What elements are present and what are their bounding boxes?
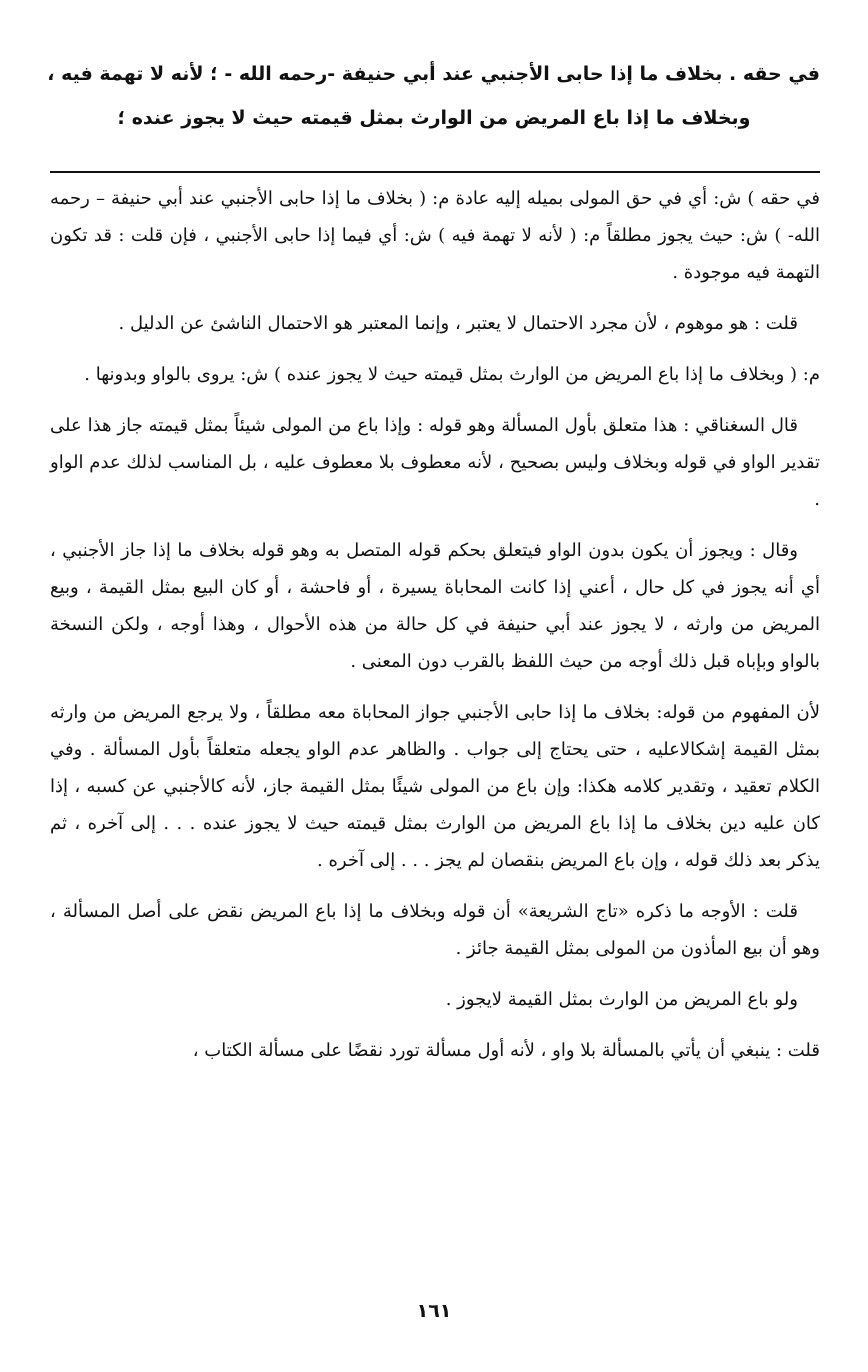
commentary-paragraph: قلت : الأوجه ما ذكره «تاج الشريعة» أن قوله وبخلاف ما إذا باع المريض نقض على أصل المسألة ، وهو أن بيع المأذون من المولى بمثل القيمة جائز . (50, 901, 820, 959)
commentary-paragraph: لأن المفهوم من قوله: بخلاف ما إذا حابى الأجنبي جواز المحاباة معه مطلقاً ، ولا يرجع المريض من وارثه بمثل القيمة إشكالاعليه ، حتى يحتاج إلى جواب . والظاهر عدم الواو يجعله متعلقاً بأول المسألة . وفي الكلام تعقيد ، وتقدير كلامه هكذا: وإن باع من المولى شيئًا بمثل القيمة جاز، لأنه كالأجنبي عن كسبه ، إذا كان عليه دين بخلاف ما إذا باع المريض من الوارث بمثل قيمته حيث لا يجوز عنده . . . إلى آخره ، ثم يذكر بعد ذلك قوله ، وإن باع المريض بنقصان لم يجز . . . إلى آخره . (50, 702, 820, 871)
commentary-paragraph: وقال : ويجوز أن يكون بدون الواو فيتعلق بحكم قوله المتصل به وهو قوله بخلاف ما إذا جاز الأجنبي ، أي أنه يجوز في كل حال ، أعني إذا كانت المحاباة يسيرة ، أو فاحشة ، أو كان البيع بمثل القيمة ، وبيع المريض من وارثه ، لا يجوز عند أبي حنيفة في كل حالة من هذه الأحوال ، وهذا أوجه ، ولكن النسخة بالواو وبإباه قبل ذلك أوجه من حيث اللفظ بالقرب دون المعنى . (50, 540, 820, 672)
commentary-paragraph: ولو باع المريض من الوارث بمثل القيمة لايجوز . (445, 989, 798, 1010)
commentary-paragraph: قلت : ينبغي أن يأتي بالمسألة بلا واو ، لأنه أول مسألة تورد نقضًا على مسألة الكتاب ، (192, 1040, 820, 1061)
matn-text (48, 52, 820, 140)
commentary-text (50, 180, 820, 1083)
commentary-paragraph: في حقه ) ش: أي في حق المولى بميله إليه عادة م: ( بخلاف ما إذا حابى الأجنبي عند أبي حنيفة – رحمه الله- ) ش: حيث يجوز مطلقاً م: ( لأنه لا تهمة فيه ) ش: أي فيما إذا حابى الأجنبي ، فإن قلت : قد تكون التهمة فيه موجودة . (50, 188, 820, 283)
commentary-paragraph: قلت : هو موهوم ، لأن مجرد الاحتمال لا يعتبر ، وإنما المعتبر هو الاحتمال الناشئ عن الدليل . (118, 313, 798, 334)
matn-line: وبخلاف ما إذا باع المريض من الوارث بمثل قيمته حيث لا يجوز عنده ؛ (117, 107, 751, 129)
matn-line: في حقه . بخلاف ما إذا حابى الأجنبي عند أبي حنيفة -رحمه الله - ؛ لأنه لا تهمة فيه ، (47, 63, 820, 85)
separator-rule (50, 171, 820, 173)
commentary-paragraph: قال السغناقي : هذا متعلق بأول المسألة وهو قوله : وإذا باع من المولى شيئاً بمثل قيمته جاز هذا على تقدير الواو في قوله وبخلاف وليس بصحيح ، لأنه معطوف بلا معطوف عليه ، بل المناسب لذلك عدم الواو . (50, 415, 820, 510)
page-number: ١٦١ (416, 1300, 452, 1322)
commentary-paragraph: م: ( وبخلاف ما إذا باع المريض من الوارث بمثل قيمته حيث لا يجوز عنده ) ش: يروى بالواو وبدونها . (84, 364, 820, 385)
